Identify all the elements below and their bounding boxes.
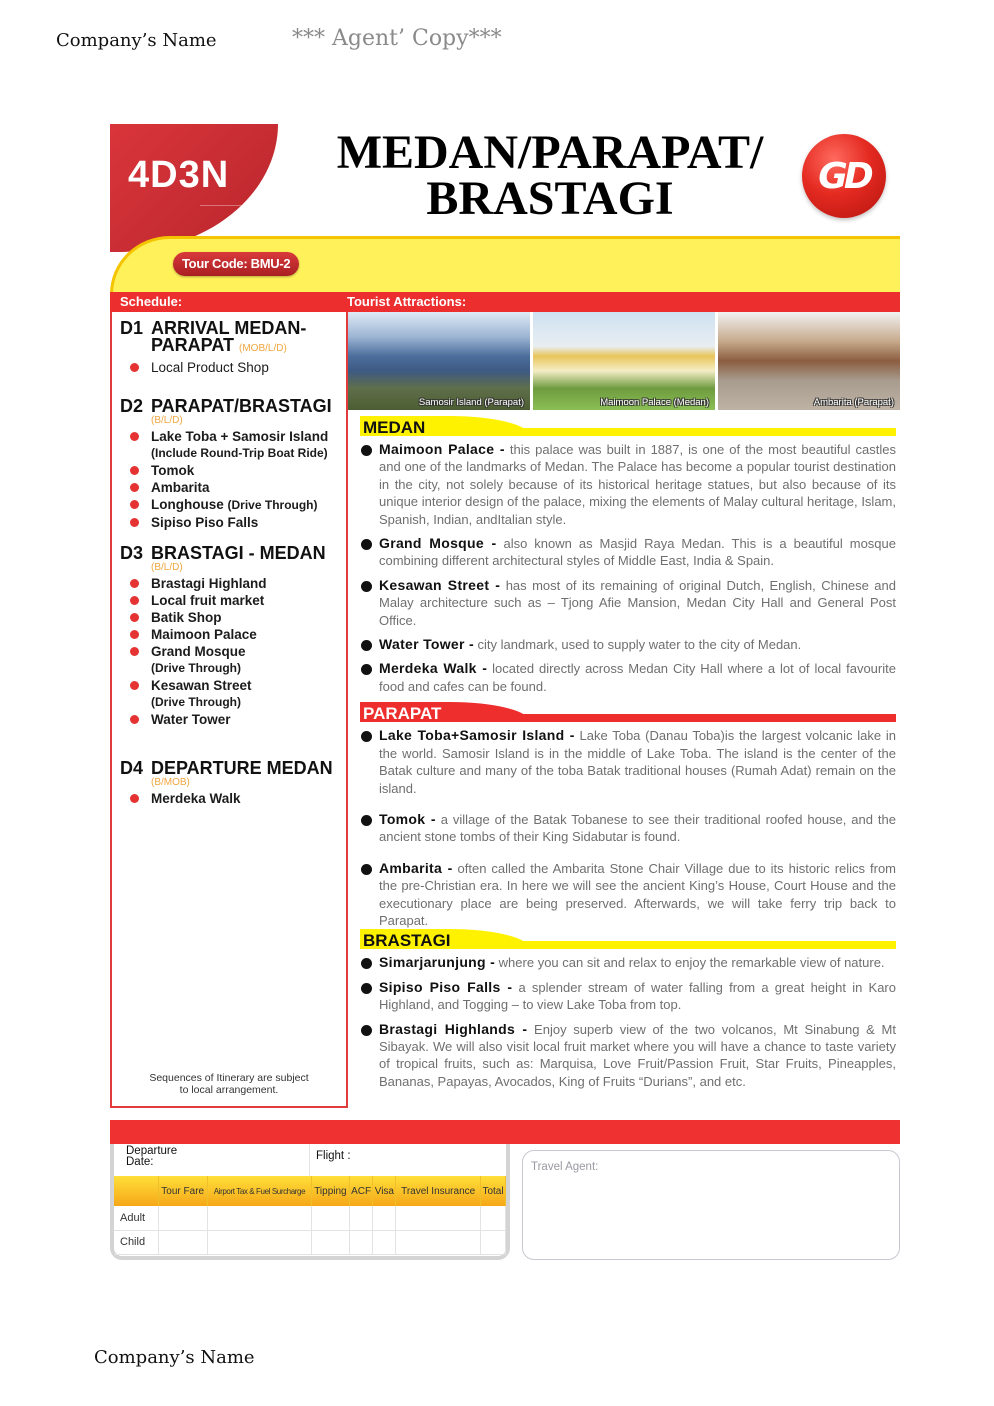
photo-strip (348, 312, 900, 410)
attraction-item (360, 441, 896, 528)
schedule-item (120, 790, 340, 807)
attraction-desc: also known as Masjid Raya Medan. This is a beautiful mosque combining different architectural styles of Middle East, India & Spain. (379, 536, 896, 569)
day-number: D2 (120, 396, 144, 416)
section-heading-parapat (360, 702, 896, 724)
badge-divider (200, 205, 260, 206)
day-number: D4 (120, 758, 144, 778)
schedule-item-text: Sipiso Piso Falls (151, 515, 259, 530)
itinerary-footnote (112, 1072, 346, 1096)
cell-tipping[interactable] (312, 1206, 350, 1230)
attraction-name: Water Tower - (379, 636, 474, 653)
day-title-part-a: ARRIVAL MEDAN- (151, 318, 307, 338)
section-heading-text: BRASTAGI (363, 931, 451, 951)
attraction-desc: this palace was built in 1887, is one of the most beautiful castles and one of the landmarks of Medan. The Palace has become a popular tourist destination in the city, not solely because of its historical heritage statues, but also because of its unique interior design of the palace, mixing the elements of Malay cultural heritage, Islam, Spanish, Indian, andItalian style. (379, 442, 896, 527)
section-heading-medan (360, 416, 896, 438)
schedule-item-text: Grand Mosque (151, 644, 246, 659)
attraction-desc: where you can sit and relax to enjoy the remarkable view of nature. (498, 955, 885, 971)
header-company-name: Company’s Name (56, 30, 217, 51)
attractions-label: Tourist Attractions: (347, 294, 467, 309)
departure-label: Departure (126, 1145, 178, 1157)
attraction-name: Ambarita - (379, 859, 453, 876)
date-label: Date: (126, 1156, 154, 1168)
section-labels-bar (110, 292, 900, 312)
cell-tour-fare[interactable] (158, 1206, 207, 1230)
attraction-desc: located directly across Medan City Hall where a lot of local favourite food and cafes can be found. (379, 661, 896, 694)
attraction-name: Brastagi Highlands - (379, 1020, 528, 1037)
meal-code: (B/MOB) (151, 777, 190, 788)
schedule-item-note: (Drive Through) (151, 661, 241, 675)
column-header-airport-tax: Airport Tax & Fuel Surcharge (207, 1176, 311, 1206)
row-label: Child (114, 1230, 158, 1254)
attraction-name: Kesawan Street - (379, 576, 501, 593)
title-line-1: MEDAN/PARAPAT/ (336, 126, 764, 179)
footnote-line-2: to local arrangement. (179, 1084, 279, 1096)
schedule-item-text: Tomok (151, 463, 195, 478)
attraction-item (360, 660, 896, 695)
company-logo-icon (802, 134, 886, 218)
schedule-item-note: (Drive Through) (151, 695, 241, 709)
meal-code: (MOB/L/D) (239, 343, 287, 354)
brastagi-attractions-list (360, 954, 896, 1090)
flight-field[interactable] (310, 1144, 351, 1176)
cell-acf[interactable] (349, 1206, 373, 1230)
day-1 (120, 320, 340, 376)
attraction-desc: Enjoy superb view of the two volcanos, Mt Sinabung & Mt Sibayak. We will also visit local fruit market where you will have a chance to taste variety of tropical fruits, such as: Marquisa, Love Fruit/Passion Fruit, Star Fruits, Pineapples, Bananas, Papayas, Avocados, King of Fruits “Durians”, and etc. (379, 1021, 896, 1089)
footer-company-name: Company’s Name (94, 1347, 255, 1368)
column-header-travel-insurance: Travel Insurance (396, 1176, 481, 1206)
schedule-item-text: Brastagi Highland (151, 576, 267, 591)
cell-acf[interactable] (349, 1230, 373, 1254)
attraction-item (360, 535, 896, 570)
schedule-item (120, 609, 340, 626)
day-2 (120, 398, 340, 531)
day-number: D3 (120, 543, 144, 563)
schedule-item (120, 359, 340, 376)
schedule-label: Schedule: (120, 294, 183, 309)
cell-tipping[interactable] (312, 1230, 350, 1254)
schedule-item (120, 677, 340, 711)
attraction-name: Maimoon Palace - (379, 441, 505, 457)
section-heading-brastagi (360, 929, 896, 951)
row-label: Adult (114, 1206, 158, 1230)
column-header-total: Total (481, 1176, 506, 1206)
photo-caption: Samosir Island (Parapat) (418, 397, 524, 408)
attraction-name: Lake Toba+Samosir Island - (379, 727, 575, 744)
schedule-item-note: (Include Round-Trip Boat Ride) (151, 446, 328, 460)
table-row-adult (114, 1206, 506, 1230)
attraction-desc: a village of the Batak Tobanese to see their traditional roofed house, and the ancient stone tombs of their King Sidabutar is found. (379, 811, 896, 845)
travel-agent-label: Travel Agent: (531, 1161, 599, 1173)
tour-code-badge: Tour Code: BMU-2 (173, 252, 299, 276)
cell-tour-fare[interactable] (158, 1230, 207, 1254)
cell-insurance[interactable] (396, 1206, 481, 1230)
meal-code: (B/L/D) (151, 562, 183, 573)
brochure-title (290, 126, 810, 225)
day-4 (120, 760, 340, 807)
attraction-desc: Lake Toba (Danau Toba)is the largest volcanic lake in the world. Samosir Island is in the middle of Lake Toba. The island is the center of the Batak culture and many of the toba Batak traditional houses (Rumah Adat) remain on the island. (379, 728, 897, 796)
column-header-tipping: Tipping (312, 1176, 350, 1206)
bottom-red-bar (110, 1120, 900, 1144)
schedule-item (120, 592, 340, 609)
attraction-item (360, 636, 896, 653)
schedule-item-text: Longhouse (151, 497, 224, 512)
attraction-item (360, 860, 896, 930)
title-line-2: BRASTAGI (426, 172, 674, 225)
schedule-item (120, 479, 340, 496)
schedule-item-text: Lake Toba + Samosir Island (151, 429, 329, 444)
day-number: D1 (120, 318, 144, 338)
day-title-part-b: PARAPAT (151, 335, 234, 355)
footnote-line-1: Sequences of Itinerary are subject (149, 1072, 309, 1084)
section-heading-text: MEDAN (363, 418, 426, 437)
photo-maimoon-palace (533, 312, 715, 410)
section-heading-text: PARAPAT (363, 704, 442, 724)
cell-total[interactable] (481, 1230, 506, 1254)
price-table (114, 1176, 506, 1255)
medan-attractions-list (360, 441, 896, 695)
photo-caption: Ambarita (Parapat) (813, 397, 894, 408)
schedule-item (120, 575, 340, 592)
price-form (110, 1144, 510, 1260)
duration-text: 4D3N (128, 154, 230, 196)
schedule-item (120, 626, 340, 643)
schedule-item (120, 643, 340, 677)
schedule-item-text: Local Product Shop (151, 360, 269, 375)
schedule-item (120, 428, 340, 462)
attraction-desc: has most of its remaining of original Dutch, English, Chinese and Malay architecture such as – Tjong Afie Mansion, Medan City Hall and General Post Office. (379, 577, 897, 628)
travel-agent-box[interactable] (522, 1150, 900, 1260)
schedule-item-note: (Drive Through) (227, 498, 318, 512)
schedule-item-text: Local fruit market (151, 593, 265, 608)
attraction-desc: often called the Ambarita Stone Chair Village due to its historic relics from the pre-Christian era. In here we will see the ancient King’s House, Court House and the executionary place are being preserved. Afterwards, we will take ferry trip back to Parapat. (379, 860, 897, 928)
day-title: BRASTAGI - MEDAN (151, 543, 326, 563)
table-row-child (114, 1230, 506, 1254)
schedule-item (120, 496, 340, 514)
cell-total[interactable] (481, 1206, 506, 1230)
schedule-item-text: Batik Shop (151, 610, 222, 625)
meal-code: (B/L/D) (151, 415, 183, 426)
schedule-item (120, 711, 340, 728)
attraction-name: Simarjarunjung - (379, 954, 496, 971)
cell-airport-tax[interactable] (207, 1206, 311, 1230)
schedule-item-text: Water Tower (151, 712, 231, 727)
schedule-item-text: Kesawan Street (151, 678, 252, 693)
attraction-name: Sipiso Piso Falls - (379, 978, 513, 995)
attraction-item (360, 1021, 896, 1091)
photo-caption: Maimoon Palace (Medan) (600, 397, 709, 408)
attraction-desc: city landmark, used to supply water to the city of Medan. (477, 637, 802, 653)
attraction-desc: a splender stream of water falling from a great height in Karo Highland, and Togging – to view Lake Toba from top. (379, 979, 896, 1013)
schedule-item (120, 514, 340, 531)
attraction-name: Tomok - (379, 810, 436, 827)
photo-ambarita (718, 312, 900, 410)
day-3 (120, 545, 340, 728)
day-title: PARAPAT/BRASTAGI (151, 396, 332, 416)
attraction-name: Merdeka Walk - (379, 660, 488, 677)
attraction-name: Grand Mosque - (379, 535, 497, 552)
duration-badge (110, 124, 278, 252)
flight-label: Flight : (316, 1150, 351, 1162)
attraction-item (360, 727, 896, 797)
departure-date-field[interactable] (114, 1144, 310, 1176)
cell-visa[interactable] (373, 1206, 396, 1230)
cell-airport-tax[interactable] (207, 1230, 311, 1254)
schedule-panel (110, 312, 348, 1108)
tour-brochure (110, 124, 900, 1264)
schedule-item-text: Maimoon Palace (151, 627, 257, 642)
logo-text: GD (818, 155, 870, 197)
day-title: DEPARTURE MEDAN (151, 758, 333, 778)
column-header-tour-fare: Tour Fare (158, 1176, 207, 1206)
day-title (151, 320, 340, 357)
attractions-panel (348, 312, 900, 1124)
photo-samosir-island (348, 312, 530, 410)
cell-insurance[interactable] (396, 1230, 481, 1254)
attraction-item (360, 577, 896, 629)
schedule-item-text: Merdeka Walk (151, 791, 241, 806)
attraction-item (360, 979, 896, 1014)
column-header-blank (114, 1176, 158, 1206)
schedule-item-text: Ambarita (151, 480, 210, 495)
schedule-item (120, 462, 340, 479)
attraction-item (360, 954, 896, 971)
agent-copy-watermark: *** Agent’ Copy*** (292, 26, 502, 51)
cell-visa[interactable] (373, 1230, 396, 1254)
parapat-attractions-list (360, 727, 896, 929)
attraction-item (360, 811, 896, 846)
column-header-visa: Visa (373, 1176, 396, 1206)
column-header-acf: ACF (349, 1176, 373, 1206)
